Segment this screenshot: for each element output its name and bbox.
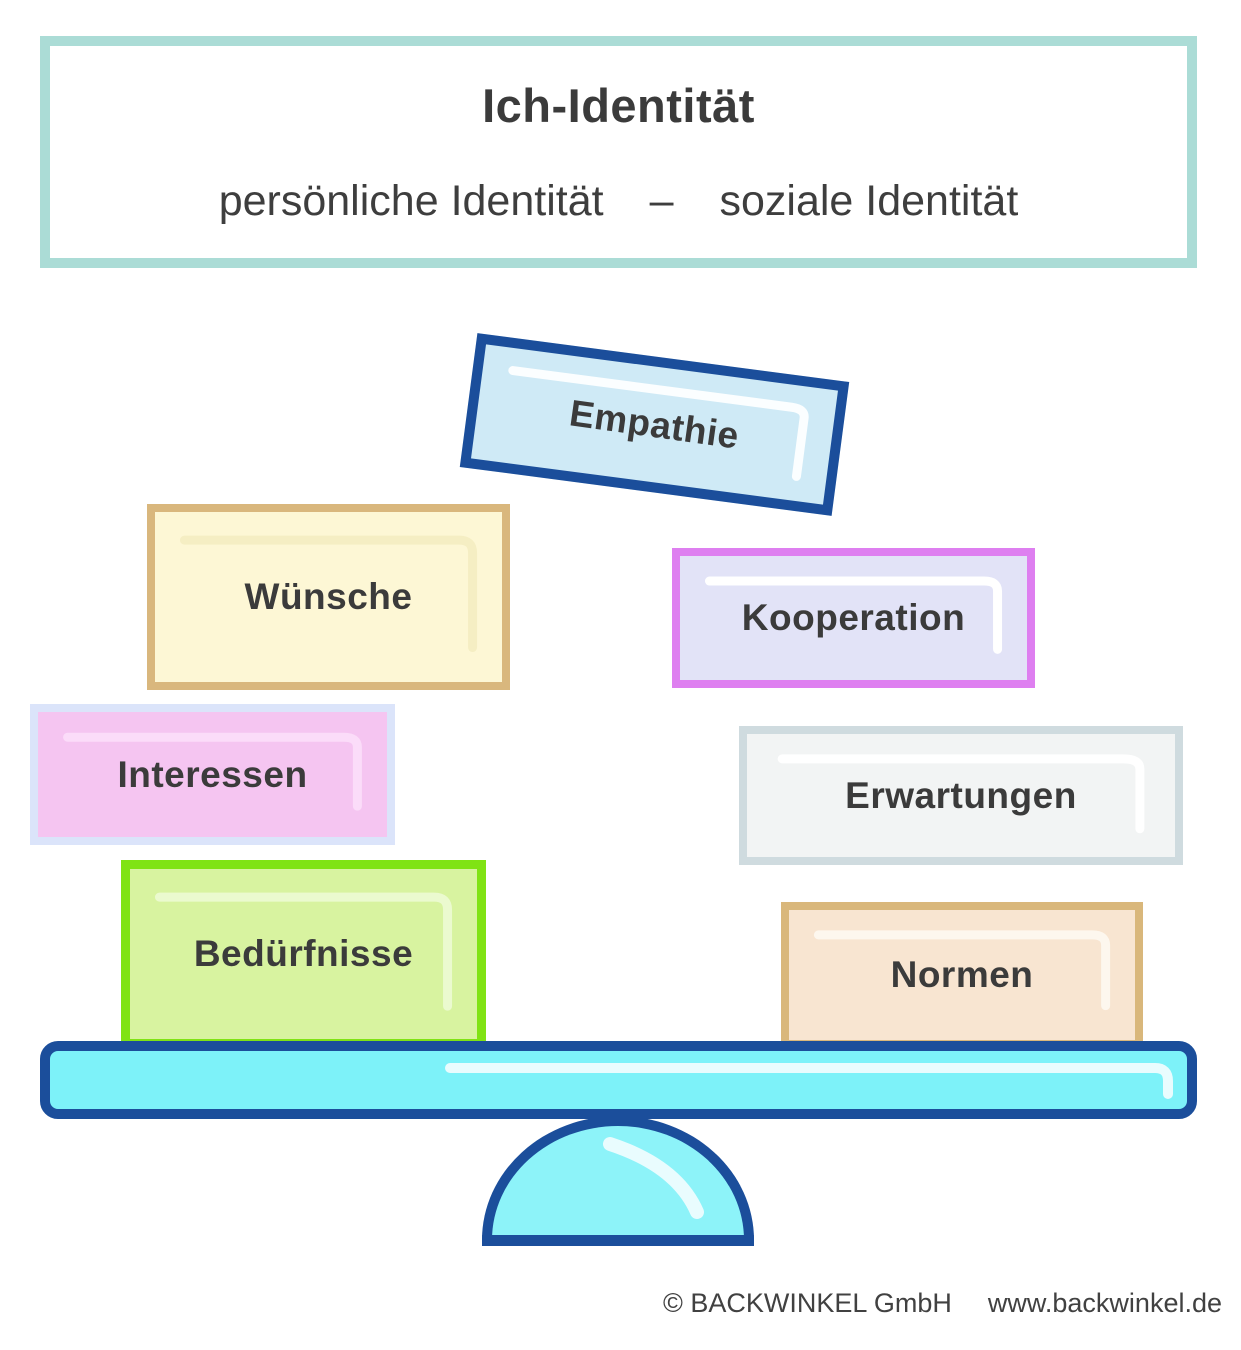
subtitle-social-identity: soziale Identität xyxy=(719,177,1019,225)
card-label: Erwartungen xyxy=(845,774,1077,816)
card-erwartungen xyxy=(739,726,1183,865)
glare-highlight xyxy=(44,718,381,831)
card-normen xyxy=(781,902,1143,1048)
website-text: www.backwinkel.de xyxy=(987,1288,1222,1318)
header-box xyxy=(40,36,1197,268)
subtitle xyxy=(219,177,1019,226)
page-title: Ich-Identität xyxy=(482,79,755,132)
glare-highlight xyxy=(795,916,1129,1034)
beam-glare-highlight xyxy=(50,1051,1187,1109)
subtitle-personal-identity: persönliche Identität xyxy=(218,177,604,225)
footer xyxy=(663,1288,1222,1319)
subtitle-dash: – xyxy=(649,177,674,225)
balance-beam xyxy=(40,1041,1197,1119)
fulcrum-glare-highlight xyxy=(492,1126,744,1235)
card-wuensche xyxy=(147,504,510,690)
card-beduerfnisse xyxy=(121,860,486,1048)
glare-highlight xyxy=(753,740,1169,851)
card-kooperation xyxy=(672,548,1035,688)
card-label: Empathie xyxy=(567,391,742,457)
balance-fulcrum xyxy=(482,1116,754,1246)
card-label: Normen xyxy=(890,954,1034,995)
card-label: Kooperation xyxy=(741,597,966,638)
glare-highlight xyxy=(161,518,496,676)
glare-highlight xyxy=(136,875,471,1033)
card-label: Interessen xyxy=(117,753,308,795)
card-label: Wünsche xyxy=(244,576,413,617)
card-empathie xyxy=(460,333,849,516)
glare-highlight xyxy=(686,562,1021,674)
card-interessen xyxy=(30,704,395,845)
copyright-text: © BACKWINKEL GmbH xyxy=(662,1288,952,1318)
card-label: Bedürfnisse xyxy=(193,933,414,974)
